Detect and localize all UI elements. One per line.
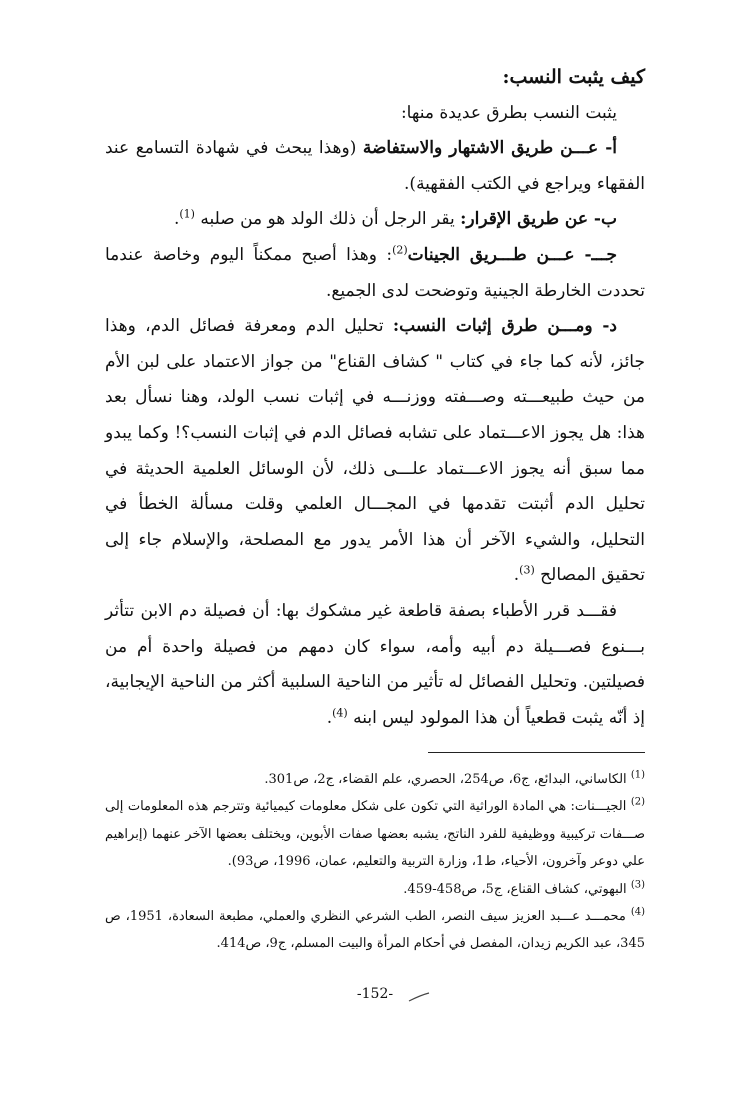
page-number: -152- (356, 986, 394, 1002)
footnote-1 (105, 766, 645, 793)
footnote-4 (105, 903, 645, 958)
footnote-ref-4: (4) (332, 706, 348, 720)
pen-mark-icon (408, 992, 430, 1002)
paragraph-c (105, 238, 645, 309)
final-paragraph-text: فقـــد قرر الأطباء بصفة قاطعة غير مشكوك بها: أن فصيلة دم الابن تتأثر بـــنوع فصـــيلة دم أبيه وأمه، سواء كان دمهم من فصيلة واحدة أم من فصيلتين. وتحليل الفصائل له تأثير من الناحية السلبية أكثر من الناحية الإيجابية، إذ أنّه يثبت قطعياً أن هذا المولود ليس ابنه (105, 600, 645, 728)
footnote-2 (105, 793, 645, 875)
footnote-text: البهوتي، كشاف القناع، ج5، ص458-459. (403, 881, 627, 897)
footnote-3 (105, 876, 645, 903)
footnote-ref-2: (2) (392, 243, 408, 257)
section-heading: كيف يثبت النسب: (502, 66, 645, 88)
paragraph-b-text: يقر الرجل أن ذلك الولد هو من صلبه (194, 209, 461, 230)
paragraph-d-label: د- ومـــن طرق إثبات النسب: (392, 316, 617, 337)
footnote-mark: (3) (630, 879, 645, 891)
footnote-mark: (4) (630, 906, 646, 918)
paragraph-d (105, 309, 645, 594)
paragraph-a-label: أ- عـــن طريق الاشتهار والاستفاضة (362, 138, 617, 159)
footnote-divider (428, 752, 645, 753)
footnote-text: الكاساني، البدائع، ج6، ص254، الحصري، علم القضاء، ج2، ص301. (264, 772, 627, 787)
main-text (105, 60, 645, 736)
footnote-text: محمـــد عـــبد العزيز سيف النصر، الطب الشرعي النظري والعملي، مطبعة السعادة، 1951، ص 345، عبد الكريم زيدان، المفصل في أحكام المرأة والبيت المسلم، ج9، ص414. (105, 909, 645, 952)
footnote-text: الجيـــنات: هي المادة الوراثية التي تكون على شكل معلومات كيميائية وتترجم هذه المعلومات إلى صـــفات تركيبية ووظيفية للفرد الناتج، يشبه بعضها صفات الأبوين، ويختلف بعضها الآخر عنهما (إبراهيم علي دوعر وآخرون، الأحياء، ط1، وزارة التربية والتعليم، عمان، 1996، ص93). (105, 799, 645, 870)
paragraph-b-end: . (173, 209, 180, 230)
paragraph-b-label: ب- عن طريق الإقرار: (460, 209, 617, 230)
paragraph-d-text: تحليل الدم ومعرفة فصائل الدم، وهذا جائز، لأنه كما جاء في كتاب " كشاف القناع" من جواز الاعتماد على لبن الأم من حيث طبيعـــته وصـــفته ووزنـــه في إثبات نسب الولد، وهنا نسأل بعد هذا: هل يجوز الاعـــتماد على تشابه فصائل الدم في إثبات النسب؟! وكما يبدو مما سبق أنه يجوز الاعـــتماد علـــى ذلك، لأن الوسائل العلمية الحديثة في تحليل الدم أثبتت تقدمها في المجـــال العلمي وقلت مسألة الخطأ في التحليل، والشيء الآخر أن هذا الأمر يدور مع المصلحة، والإسلام جاء إلى تحقيق المصالح (105, 316, 645, 586)
footnotes (105, 766, 645, 958)
footnote-mark: (2) (630, 797, 646, 809)
footnote-ref-1: (1) (179, 207, 195, 221)
paragraph-d-end: . (513, 565, 520, 586)
paragraph-c-text: : وهذا أصبح ممكناً اليوم وخاصة عندما تحددت الخارطة الجينية وتوضحت لدى الجميع. (105, 244, 645, 301)
intro-paragraph: يثبت النسب بطرق عديدة منها: (400, 102, 617, 123)
paragraph-c-label: جـــ- عـــن طـــريق الجينات (407, 244, 617, 265)
final-paragraph-end: . (326, 707, 333, 728)
paragraph-a-text: (وهذا يبحث في شهادة التسامع عند الفقهاء ويراجع في الكتب الفقهية). (105, 138, 645, 194)
footnote-ref-3: (3) (519, 563, 535, 577)
final-paragraph (105, 594, 645, 736)
paragraph-a (105, 131, 645, 202)
paragraph-b (105, 202, 645, 238)
footnote-mark: (1) (630, 769, 645, 781)
